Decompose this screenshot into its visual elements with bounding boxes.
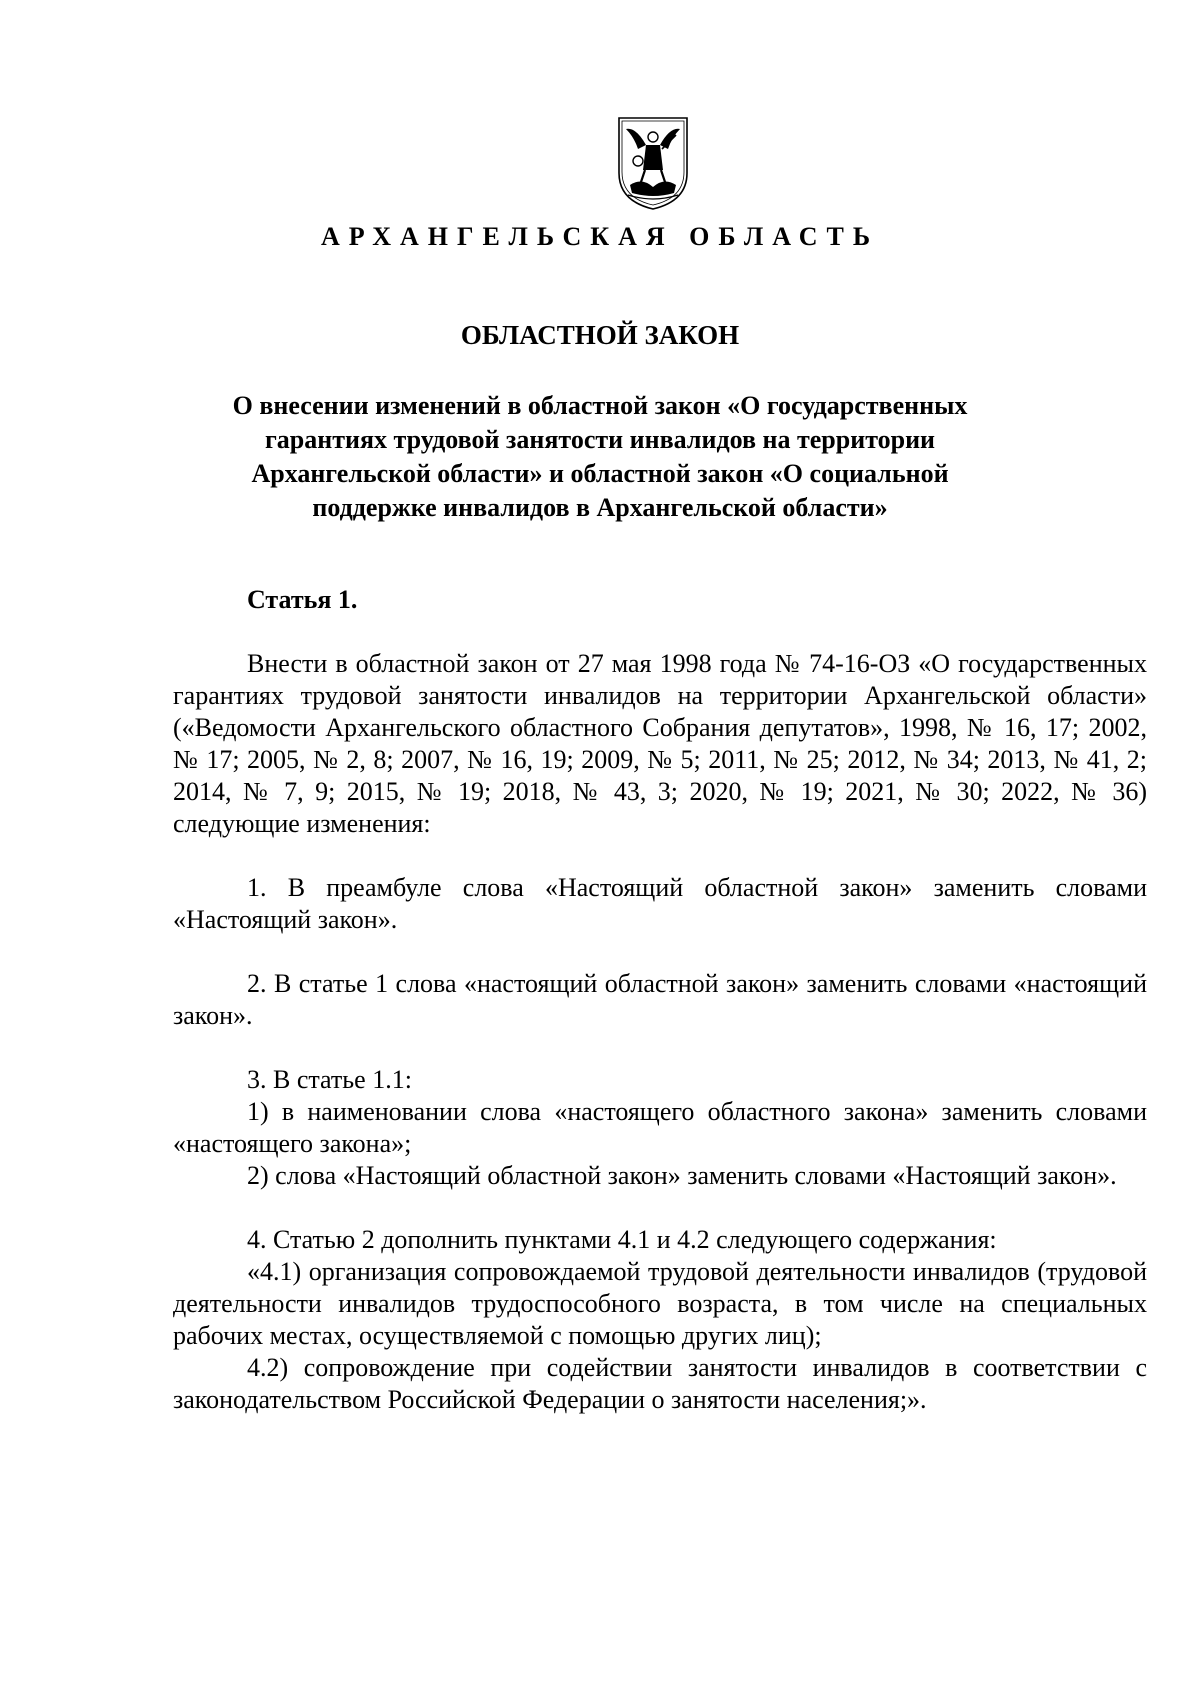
article-paragraph: Внести в областной закон от 27 мая 1998 года № 74-16-ОЗ «О государственных гарантиях трудовой занятости инвалидов на территории Архангельской области» («Ведомости Архангельского областного Собрания депутатов», 1998, № 16, 17; 2002, № 17; 2005, № 2, 8; 2007, № 16, 19; 2009, № 5; 2011, № 25; 2012, № 34; 2013, № 41, 2; 2014, № 7, 9; 2015, № 19; 2018, № 43, 3; 2020, № 19; 2021, № 30; 2022, № 36) следующие изменения: — [173, 649, 1147, 838]
article-paragraph: 2. В статье 1 слова «настоящий областной закон» заменить словами «настоящий закон». — [173, 969, 1147, 1030]
article-paragraph: 1) в наименовании слова «настоящего областного закона» заменить словами «настоящего закона»; — [173, 1097, 1147, 1158]
region-name: АРХАНГЕЛЬСКАЯ ОБЛАСТЬ — [320, 222, 880, 251]
article-body — [173, 648, 1147, 1416]
article-heading: Статья 1. — [247, 585, 358, 614]
law-title: О внесении изменений в областной закон «О государственных гарантиях трудовой занятости инвалидов на территории Архангельской области» и областной закон «О социальной поддержке инвалидов в Архангельской области» — [232, 391, 968, 522]
article-paragraph: «4.1) организация сопровождаемой трудовой деятельности инвалидов (трудовой деятельности инвалидов трудоспособного возраста, в том числе на специальных рабочих местах, осуществляемой с помощью других лиц); — [173, 1257, 1147, 1350]
article-paragraph: 4.2) сопровождение при содействии занятости инвалидов в соответствии с законодательством Российской Федерации о занятости населения;». — [173, 1353, 1147, 1414]
arkhangelsk-coat-of-arms-icon — [616, 115, 690, 211]
article-paragraph: 3. В статье 1.1: — [247, 1065, 412, 1094]
article-paragraph: 2) слова «Настоящий областной закон» заменить словами «Настоящий закон». — [247, 1161, 1117, 1190]
article-paragraph: 4. Статью 2 дополнить пунктами 4.1 и 4.2 следующего содержания: — [247, 1225, 997, 1254]
article-paragraph: 1. В преамбуле слова «Настоящий областной закон» заменить словами «Настоящий закон». — [173, 873, 1147, 934]
law-type-heading: ОБЛАСТНОЙ ЗАКОН — [460, 320, 740, 350]
